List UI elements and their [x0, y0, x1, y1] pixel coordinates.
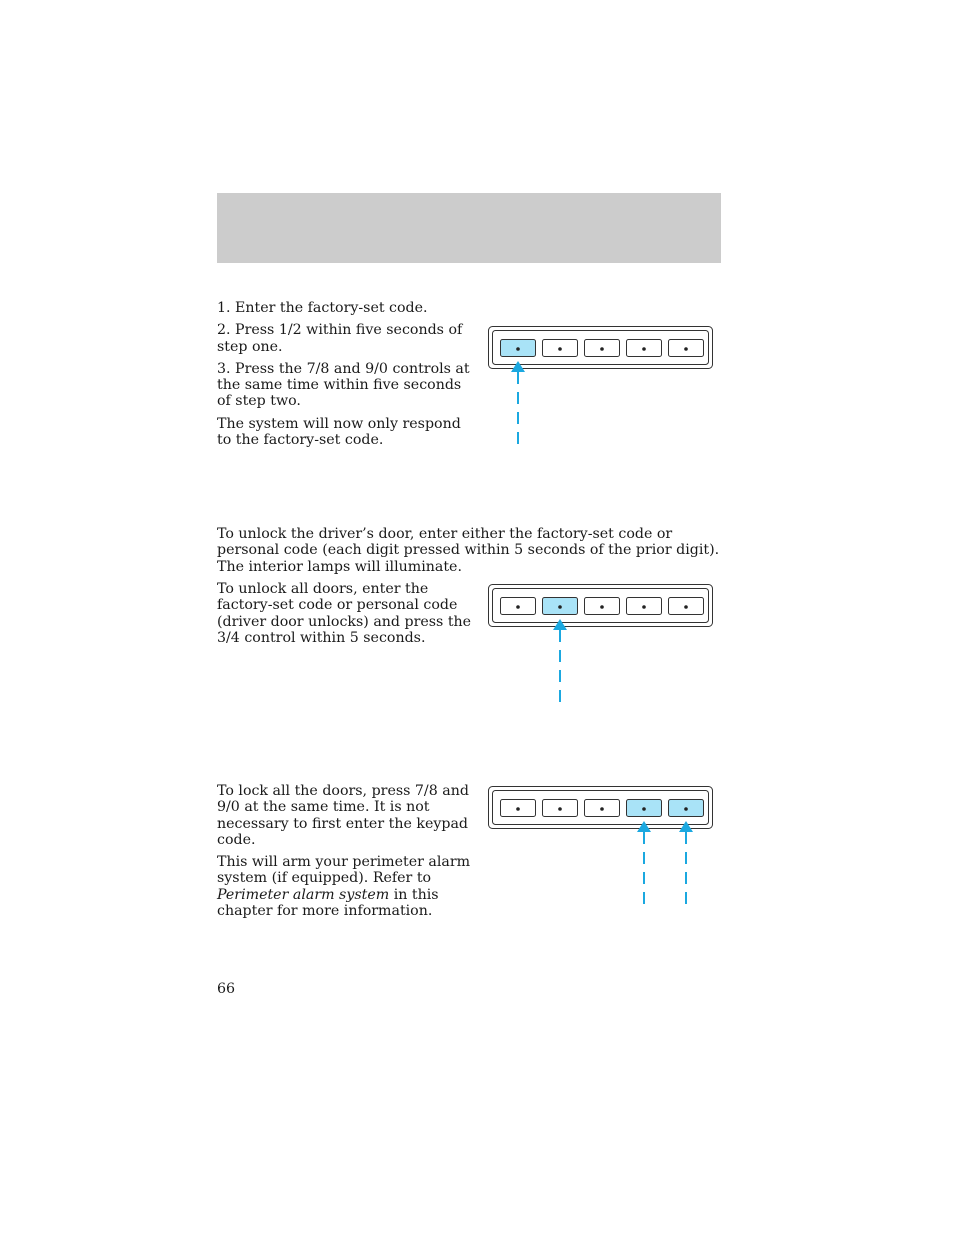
- unlock-all-doors-paragraph: To unlock all doors, enter the factory-set code or personal code (driver door unlocks) and press the 3/4 control within 5 seconds.: [217, 581, 472, 646]
- keypad-diagram-1: [486, 325, 716, 451]
- keypad-arrow-1: [511, 361, 525, 447]
- keypad-diagram-3: [486, 785, 716, 911]
- section3-text: [217, 783, 475, 919]
- keypad-buttons: [501, 800, 704, 817]
- unlock-driver-door-paragraph: To unlock the driver’s door, enter either the factory-set code or personal code (each digit pressed within 5 seconds of the prior digit). The interior lamps will illuminate.: [217, 526, 720, 575]
- keypad-arrow-5: [679, 821, 693, 908]
- section2-text: [217, 581, 475, 646]
- step-3: 3. Press the 7/8 and 9/0 controls at the same time within five seconds of step two.: [217, 360, 470, 410]
- step-2: 2. Press 1/2 within five seconds of step one.: [217, 322, 463, 355]
- keypad-buttons: [501, 598, 704, 615]
- section2-intro: [217, 526, 727, 575]
- section1-text: [217, 300, 475, 448]
- lock-all-doors-paragraph: To lock all the doors, press 7/8 and 9/0 at the same time. It is not necessary to first enter the keypad code.: [217, 783, 469, 848]
- section-header-band: [217, 193, 721, 263]
- perimeter-alarm-paragraph: This will arm your perimeter alarm system (if equipped). Refer to Perimeter alarm system in this chapter for more information.: [217, 854, 471, 920]
- step-note: The system will now only respond to the factory-set code.: [217, 415, 461, 449]
- step-1: 1. Enter the factory-set code.: [217, 300, 428, 316]
- page-number: 66: [217, 981, 236, 997]
- perimeter-alarm-reference: Perimeter alarm system: [217, 886, 390, 903]
- keypad-arrow-2: [553, 619, 567, 706]
- keypad-buttons: [501, 340, 704, 357]
- keypad-diagram-2: [486, 583, 716, 709]
- keypad-arrow-4: [637, 821, 651, 908]
